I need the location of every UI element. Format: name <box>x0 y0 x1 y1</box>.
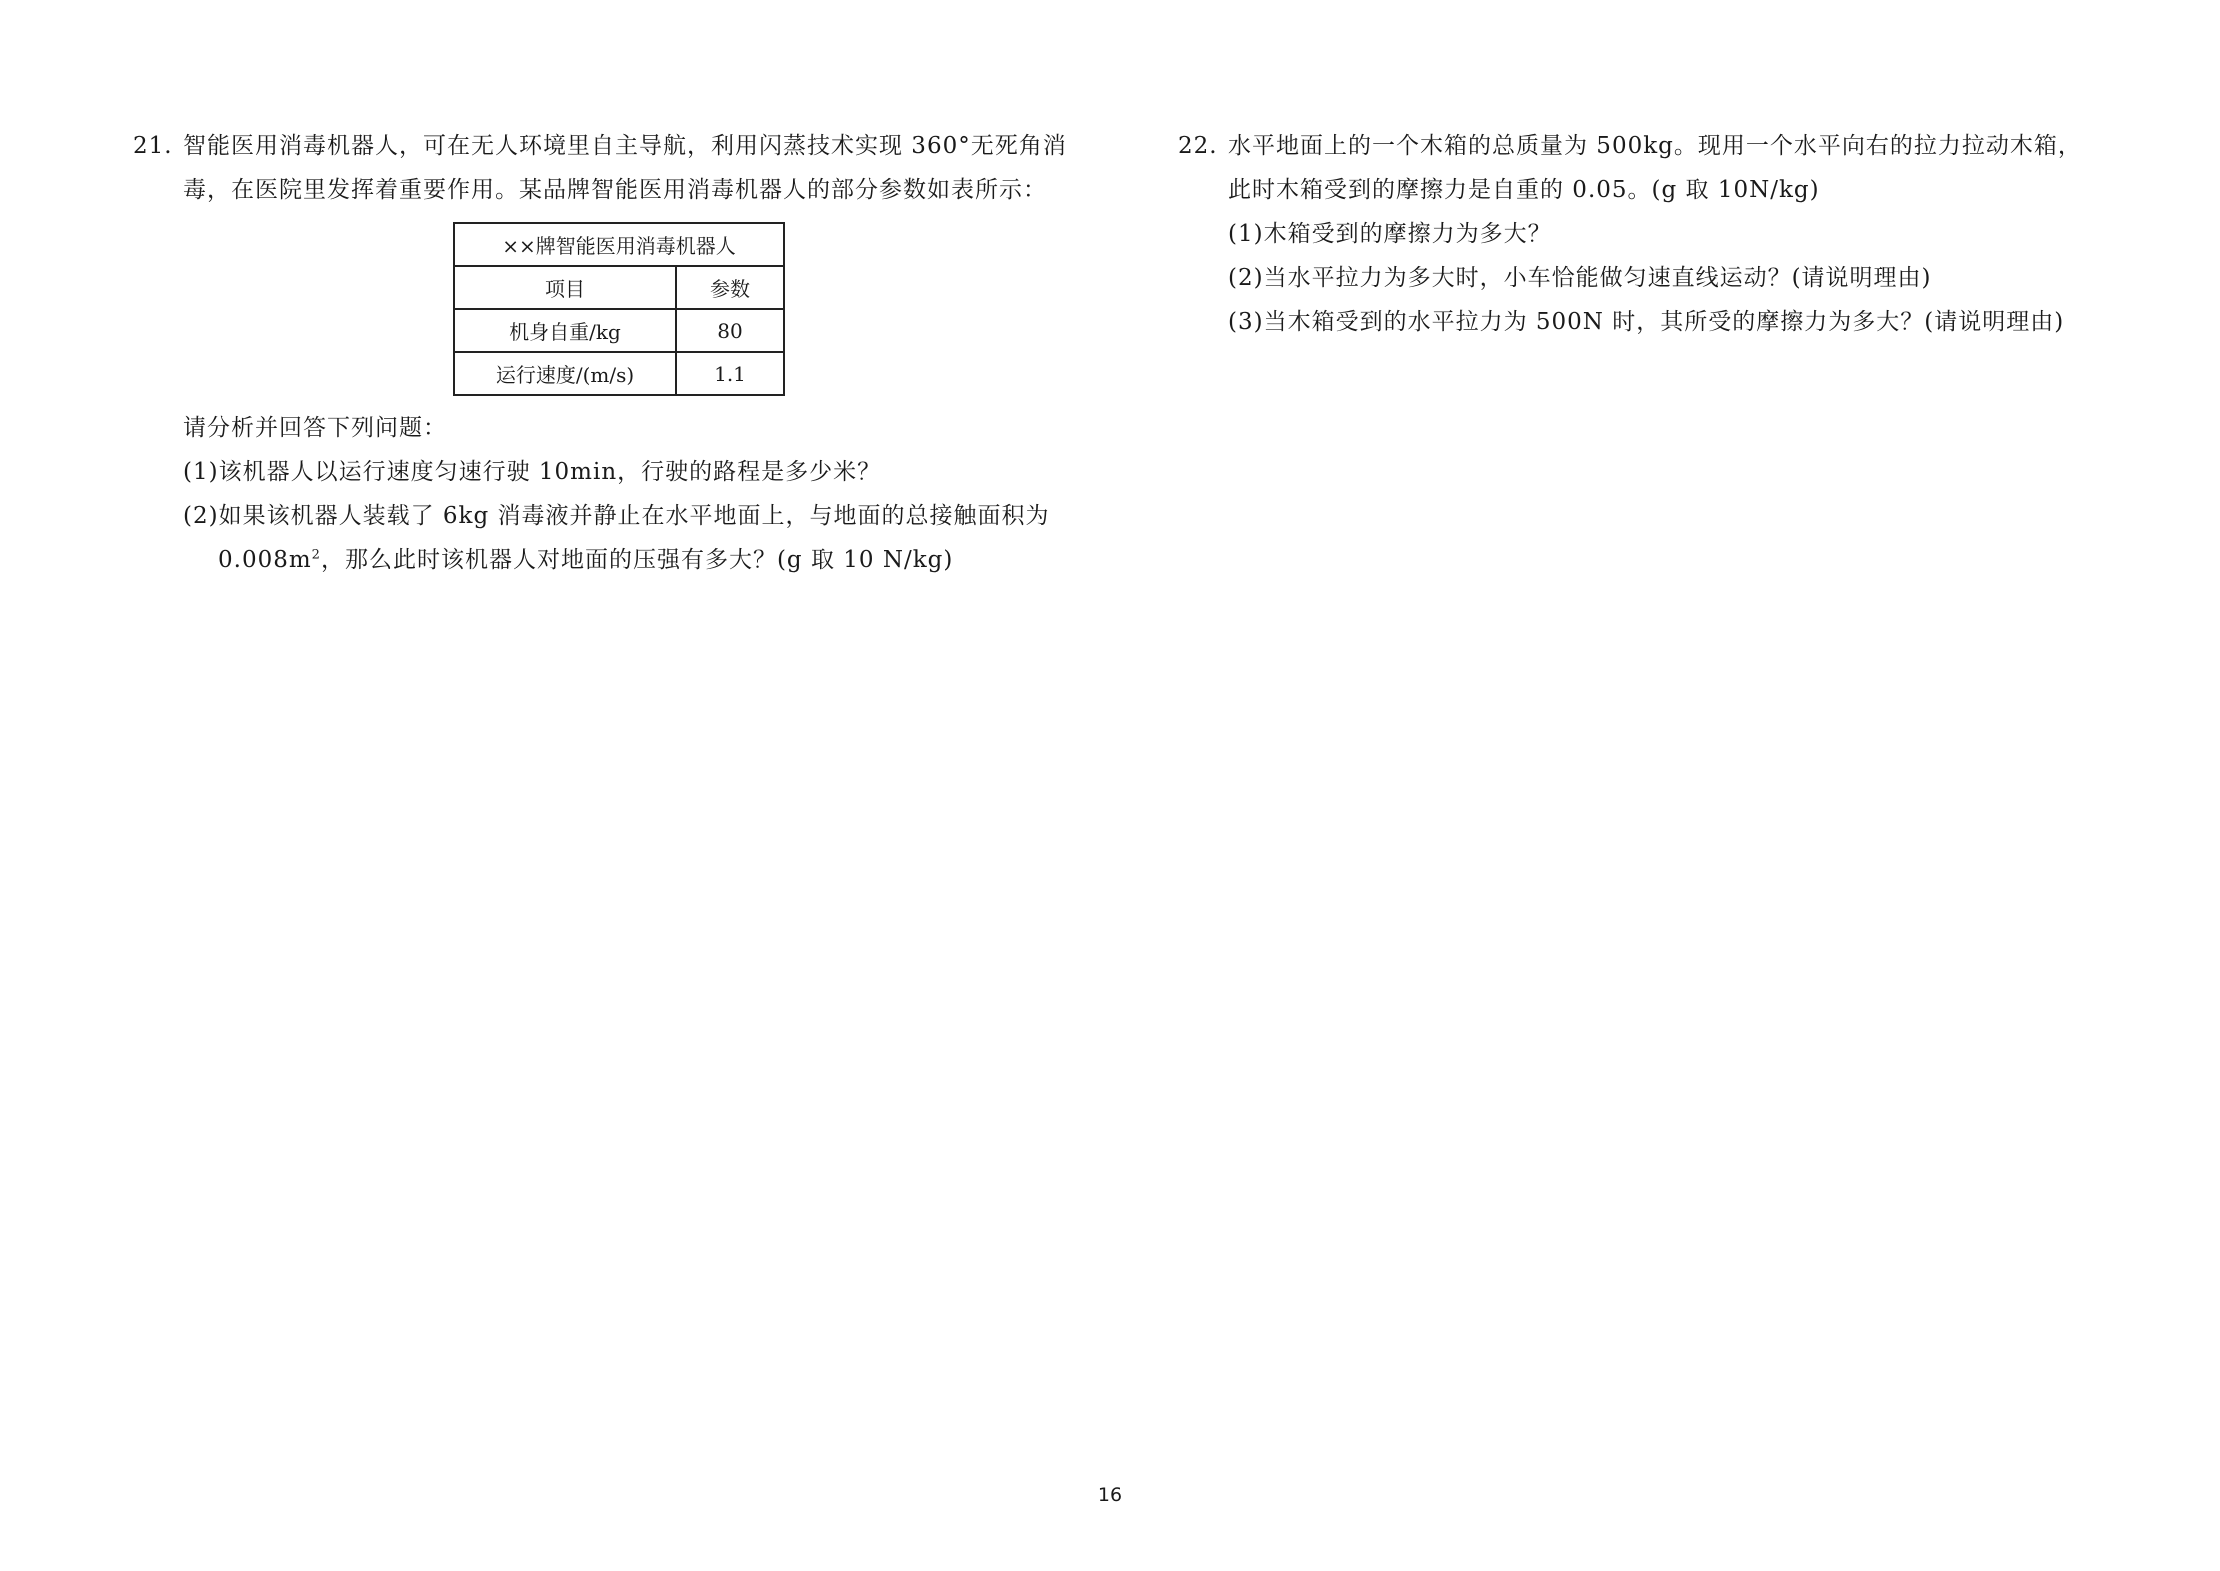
q22-part2: (2)当水平拉力为多大时，小车恰能做匀速直线运动？(请说明理由) <box>1228 265 1932 291</box>
q21-line2: 毒，在医院里发挥着重要作用。某品牌智能医用消毒机器人的部分参数如表所示： <box>183 177 1047 203</box>
q22-part3: (3)当木箱受到的水平拉力为 500N 时，其所受的摩擦力为多大？(请说明理由) <box>1228 309 2065 335</box>
q22-part1: (1)木箱受到的摩擦力为多大？ <box>1228 221 1552 247</box>
q22-number: 22. <box>1178 133 1218 159</box>
q22-line1: 22. 水平地面上的一个木箱的总质量为 500kg。现用一个水平向右的拉力拉动木箱， <box>1178 124 2108 168</box>
q21-number: 21. <box>133 133 173 159</box>
question-21 <box>133 124 1067 582</box>
page-number: 16 <box>1097 1484 1123 1506</box>
q22-line2: 此时木箱受到的摩擦力是自重的 0.05。(g 取 10N/kg) <box>1228 177 1820 203</box>
table-cell-value: 1.1 <box>676 352 784 395</box>
q21-prompt: 请分析并回答下列问题： <box>183 415 447 441</box>
table-row <box>454 309 784 352</box>
q21-part2-line2: $0.008m^2$，那么此时该机器人对地面的压强有多大？(g 取 10 N/kg) <box>218 547 954 573</box>
table-header-param: 参数 <box>676 266 784 309</box>
table-title: ××牌智能医用消毒机器人 <box>454 223 784 266</box>
table-cell-value: 80 <box>676 309 784 352</box>
table-cell-item: 机身自重/kg <box>454 309 676 352</box>
table-row <box>454 352 784 395</box>
q21-line1: 21. 智能医用消毒机器人，可在无人环境里自主导航，利用闪蒸技术实现 360°无死角消 <box>133 124 1063 168</box>
question-22 <box>1178 124 2108 344</box>
q21-part1: (1)该机器人以运行速度匀速行驶 10min，行驶的路程是多少米？ <box>183 459 882 485</box>
robot-params-table <box>453 222 785 396</box>
table-header-row <box>454 266 784 309</box>
q21-part2-line1: (2)如果该机器人装载了 6kg 消毒液并静止在水平地面上，与地面的总接触面积为 <box>183 503 1050 529</box>
table-title-row <box>454 223 784 266</box>
table-cell-item: 运行速度/(m/s) <box>454 352 676 395</box>
table-header-item: 项目 <box>454 266 676 309</box>
